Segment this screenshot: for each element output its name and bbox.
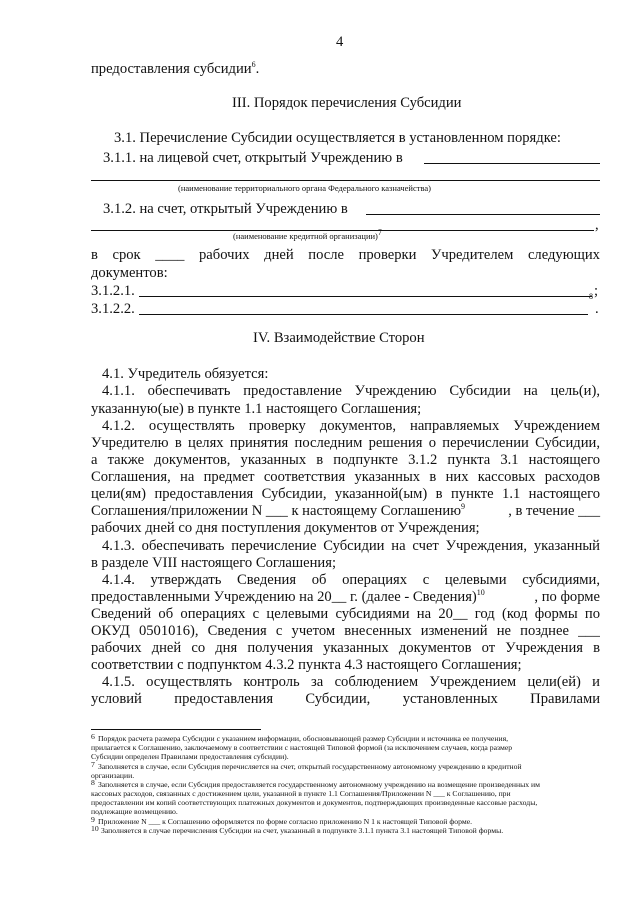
footnote-8-line-4: подлежащие возмещению. (91, 807, 178, 816)
item-3-1-2-2: 3.1.2.2. (91, 301, 135, 317)
footnote-7-mark: 7 (91, 760, 95, 769)
line-4-1-2-f-start (91, 502, 465, 520)
footnote-6-mark: 6 (91, 732, 95, 741)
bank-line-end: , (595, 217, 599, 233)
blank-line-3-1-2 (366, 214, 600, 215)
term-days-blank: ____ (155, 247, 185, 263)
item-3-1-2-1-end: ; (594, 283, 599, 299)
intro-line (91, 60, 259, 78)
item-3-1-2-2-end: . (595, 301, 599, 317)
caption-bank-text: (наименование кредитной организации) (233, 231, 378, 241)
item-3-1-2-1: 3.1.2.1. (91, 283, 135, 299)
line-4-1-2-a: 4.1.2. осуществлять проверку документов, направляемых Учреждением (102, 418, 600, 434)
term-word: рабочих (199, 247, 250, 263)
term-word: Учредителем (431, 247, 514, 263)
intro-text: предоставления субсидии (91, 61, 252, 77)
term-word: следующих (527, 247, 600, 263)
line-4-1-4-f: соответствии с подпунктом 4.3.2 пункта 4.3 настоящего Соглашения; (91, 657, 522, 673)
footnote-8-line-2: кассовых расходов, связанных с достижением цели, указанной в пункте 1.1 Соглашения/Приложении N ___ к Соглашению, при (91, 789, 511, 798)
line-4-1-2-f-end: , в течение ___ (508, 503, 600, 519)
footnote-ref-6: 6 (251, 60, 256, 70)
paragraph-4-1: 4.1. Учредитель обязуется: (102, 366, 269, 382)
intro-end: . (255, 61, 260, 77)
footnote-6-line-1: Порядок расчета размера Субсидии с указанием информации, обосновывающей размер Субсидии и источника ее получения, (98, 734, 509, 743)
term-word: срок (112, 247, 141, 263)
caption-treasury: (наименование территориального органа Федерального казначейства) (178, 183, 431, 193)
footnote-ref-8: 8 (589, 292, 593, 301)
paragraph-3-1-2: 3.1.2. на счет, открытый Учреждению в (103, 201, 348, 217)
line-4-1-1-a: 4.1.1. обеспечивать предоставление Учреждению Субсидии на цель(и), (102, 383, 600, 399)
blank-line-3-1-1 (424, 163, 600, 164)
blank-line-treasury (91, 180, 600, 181)
line-4-1-1-b: указанную(ые) в пункте 1.1 настоящего Соглашения; (91, 401, 422, 417)
paragraph-3-1: 3.1. Перечисление Субсидии осуществляется в установленном порядке: (114, 130, 561, 146)
footnote-6-line-3: Субсидии определен Правилами предоставления субсидии). (91, 752, 289, 761)
footnote-ref-10: 10 (476, 588, 485, 598)
line-4-1-4-c: Сведений об операциях с целевыми субсидиями на 20__ год (код формы по (91, 606, 600, 622)
line-4-1-2-e: цели(ям) предоставления Субсидии, указанной(ым) в пункте 1.1 настоящего (91, 486, 600, 502)
blank-line-3-1-2-1 (139, 296, 592, 297)
line-4-1-4-b (91, 588, 600, 606)
line-4-1-4-e: рабочих дней со дня получения указанных документов от Учреждения в (91, 640, 600, 656)
line-4-1-2-b: Учредителю в целях принятия последним решения о перечислении Субсидии, (91, 435, 600, 451)
line-4-1-2-f-text: Соглашения/приложении N ___ к настоящему Соглашению (91, 503, 462, 519)
line-4-1-5-b: условий предоставления Субсидии, установленных Правилами (91, 691, 600, 707)
footnote-10-mark: 10 (91, 824, 99, 833)
line-4-1-2-c: а также документов, указанных в подпункте 3.1.2 пункта 3.1 настоящего (91, 452, 600, 468)
paragraph-3-1-1: 3.1.1. на лицевой счет, открытый Учреждению в (103, 150, 403, 166)
footnote-ref-9: 9 (461, 502, 466, 512)
line-4-1-4-b-end: , по форме (534, 589, 600, 605)
blank-line-3-1-2-2 (139, 314, 588, 315)
line-4-1-3-a: 4.1.3. обеспечивать перечисление Субсидии на счет Учреждения, указанный (102, 538, 600, 554)
footnote-9-line-1: Приложение N ___ к Соглашению оформляется по форме согласно приложению N 1 к настоящей Типовой форме. (98, 817, 473, 826)
footnote-9-mark: 9 (91, 815, 95, 824)
section-3-title: III. Порядок перечисления Субсидии (232, 95, 462, 111)
term-line-2: документов: (91, 265, 168, 281)
line-4-1-4-b-text: предоставленными Учреждению на 20__ г. (далее - Сведения) (91, 589, 477, 605)
footnote-7-line-1: Заполняется в случае, если Субсидия перечисляется на счет, открытый государственному автономному учреждению в кредитной (98, 762, 522, 771)
footnote-8-mark: 8 (91, 778, 95, 787)
line-4-1-2-g: рабочих дней со дня поступления документов от Учреждения; (91, 520, 480, 536)
term-word: после (308, 247, 344, 263)
section-4-title: IV. Взаимодействие Сторон (253, 330, 425, 346)
footnote-ref-7: 7 (377, 228, 382, 238)
footnote-10-line-1: Заполняется в случае перечисления Субсидии на счет, указанный в подпункте 3.1.1 пункта 3.1 настоящей Типовой формы. (101, 826, 504, 835)
caption-bank (233, 228, 382, 241)
line-4-1-4-d: ОКУД 0501016), Сведения с учетом внесенных изменений не позднее ___ (91, 623, 600, 639)
footnote-8-line-3: предоставлении им копий соответствующих платежных документов и документов, подтверждающих произведенные кассовые расходы, (91, 798, 538, 807)
line-4-1-5-a: 4.1.5. осуществлять контроль за соблюдением Учреждением цели(ей) и (102, 674, 600, 690)
footnote-8-line-1: Заполняется в случае, если Субсидия предоставляется государственному автономному учреждению на возмещение произведенных им (98, 780, 541, 789)
line-4-1-2-f (91, 502, 600, 520)
line-4-1-2-d: Соглашения, на предмет соответствия указанных в них кассовых расходов (91, 469, 600, 485)
term-word: дней (264, 247, 294, 263)
page-number: 4 (336, 34, 344, 50)
term-word: в (91, 247, 98, 263)
term-line-1 (91, 246, 600, 264)
line-4-1-4-a: 4.1.4. утверждать Сведения об операциях с целевыми субсидиями, (102, 572, 600, 588)
footnote-7-line-2: организации. (91, 771, 135, 780)
term-word: проверки (358, 247, 417, 263)
line-4-1-3-b: в разделе VIII настоящего Соглашения; (91, 555, 336, 571)
footnote-6-line-2: прилагается к Соглашению, заключаемому в соответствии с настоящей Типовой формой (за исключением случаев, когда размер (91, 743, 513, 752)
footnote-separator (91, 729, 261, 730)
line-4-1-4-b-start (91, 588, 485, 606)
